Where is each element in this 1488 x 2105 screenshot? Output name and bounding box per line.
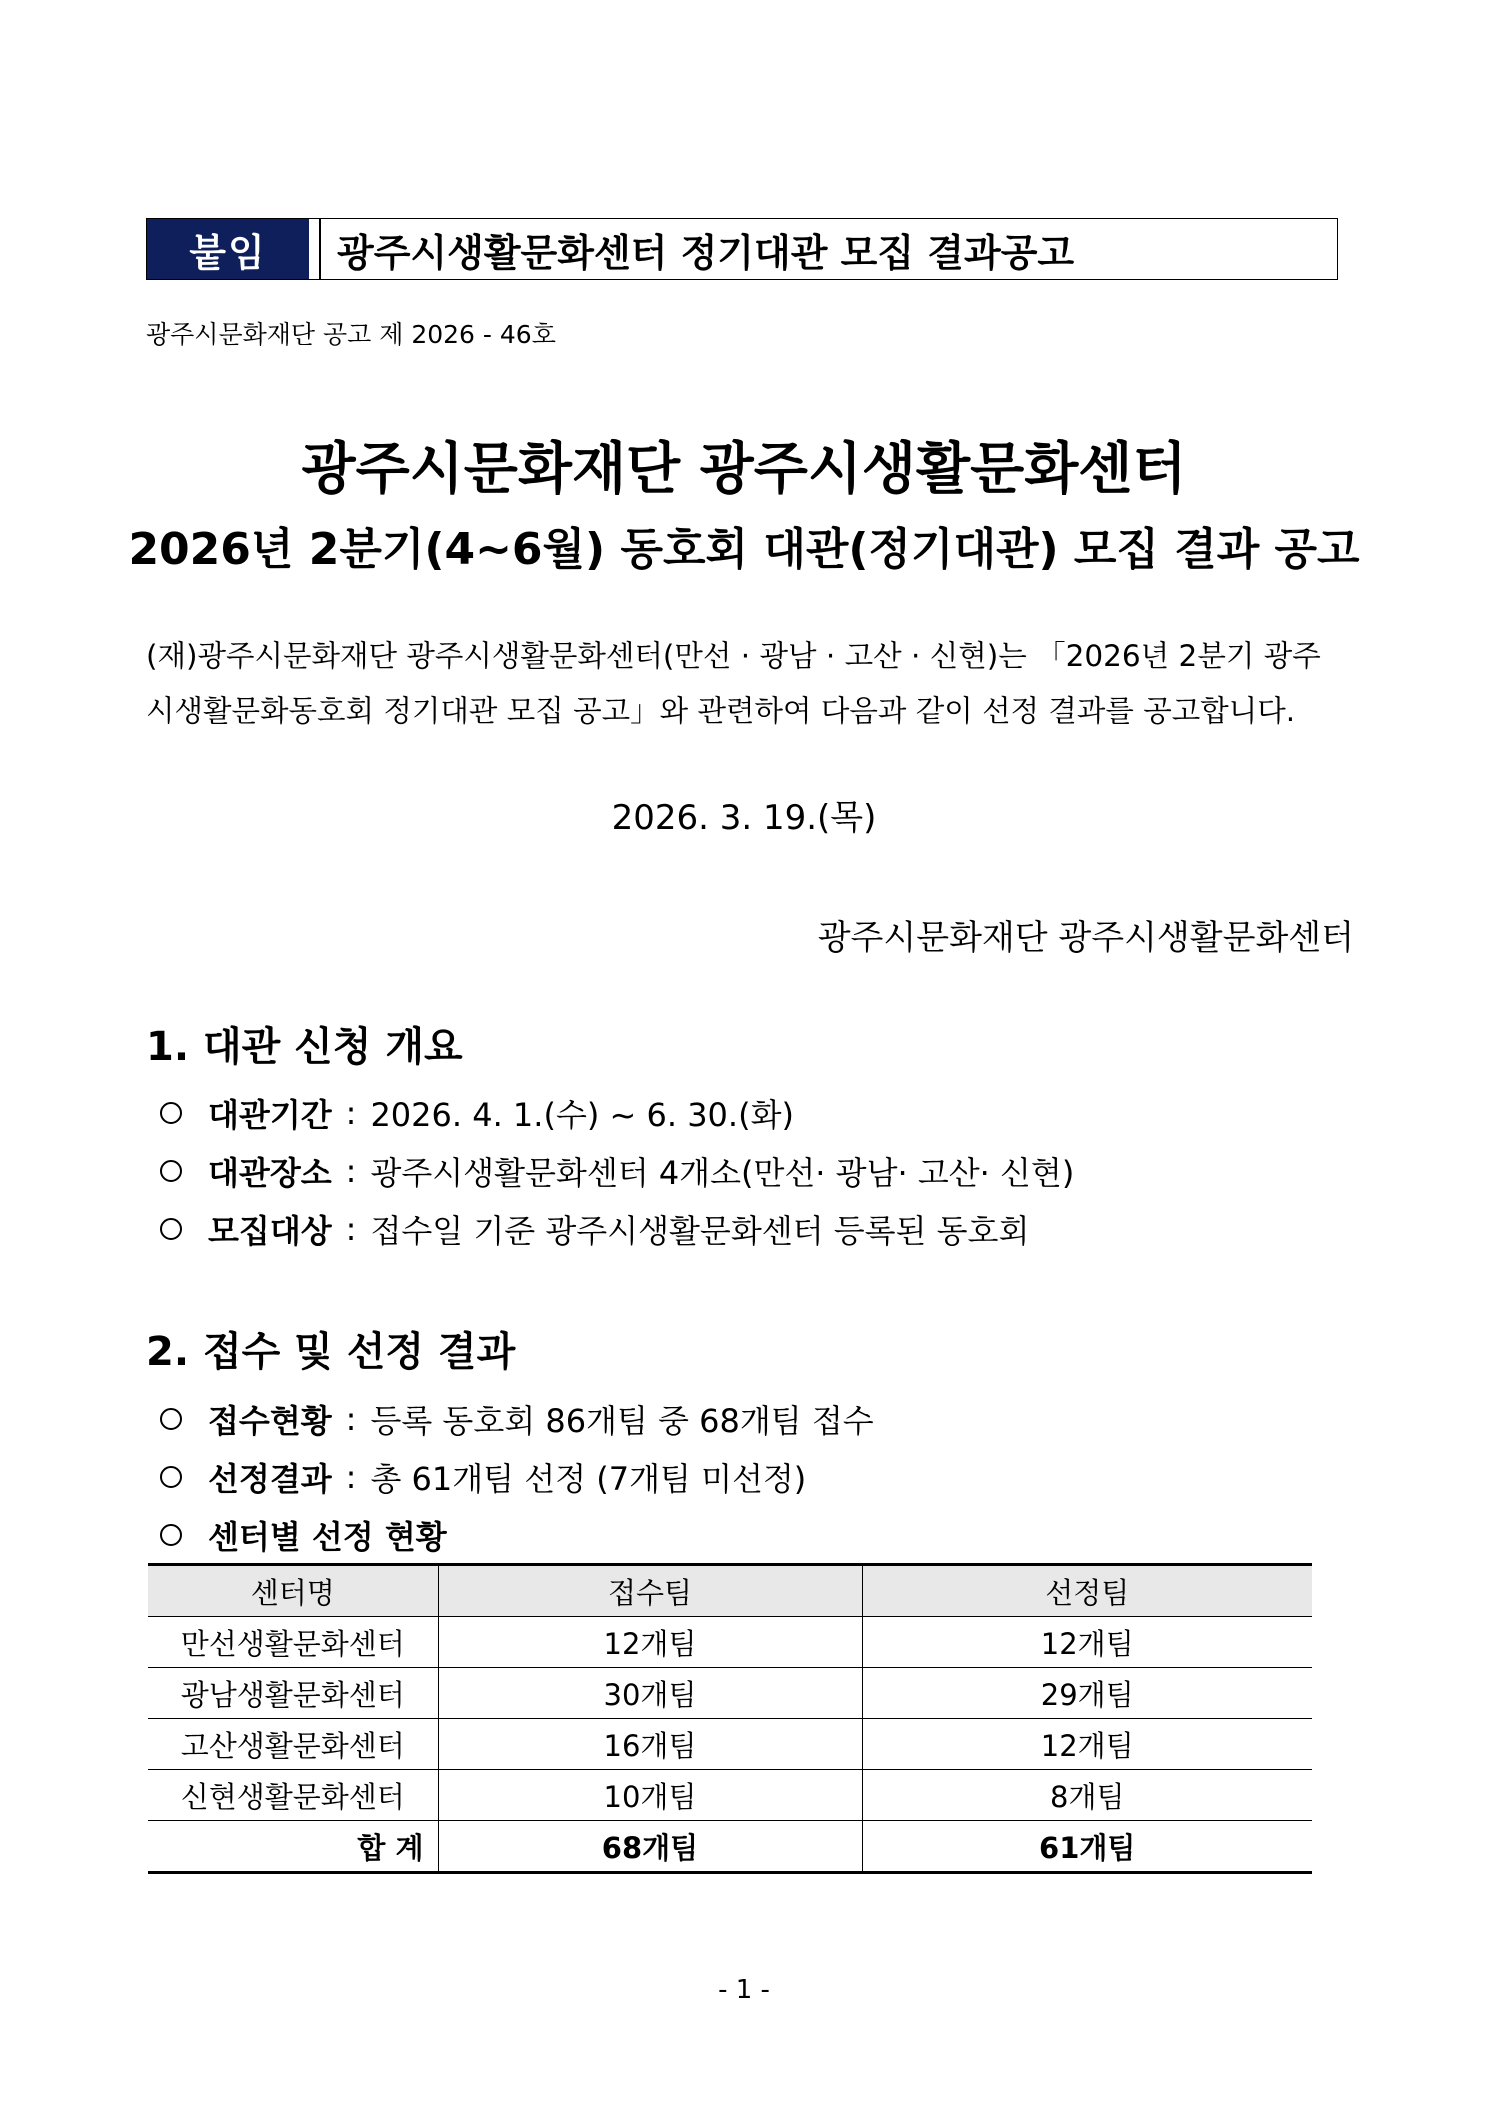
bullet-circle-icon bbox=[160, 1102, 182, 1124]
recruitment-target-item bbox=[160, 1206, 1029, 1252]
item-value: 접수일 기준 광주시생활문화센터 등록된 동호회 bbox=[370, 1212, 1030, 1250]
selected-cell: 12개팀 bbox=[862, 1719, 1312, 1770]
notice-number: 광주시문화재단 공고 제 2026 - 46호 bbox=[146, 320, 556, 349]
item-value: 광주시생활문화센터 4개소(만선· 광남· 고산· 신현) bbox=[370, 1154, 1075, 1192]
table-row bbox=[148, 1617, 1312, 1668]
center-name-cell: 고산생활문화센터 bbox=[148, 1719, 438, 1770]
bullet-circle-icon bbox=[160, 1408, 182, 1430]
center-name-cell: 광남생활문화센터 bbox=[148, 1668, 438, 1719]
bullet-circle-icon bbox=[160, 1524, 182, 1546]
total-selected-cell: 61개팀 bbox=[862, 1821, 1312, 1873]
table-row bbox=[148, 1668, 1312, 1719]
column-header: 센터명 bbox=[148, 1565, 438, 1617]
item-label: 접수현황 bbox=[208, 1402, 332, 1440]
item-colon: : bbox=[345, 1152, 357, 1190]
applied-cell: 16개팀 bbox=[438, 1719, 862, 1770]
item-label: 대관기간 bbox=[208, 1096, 332, 1134]
bullet-circle-icon bbox=[160, 1466, 182, 1488]
intro-line1: (재)광주시문화재단 광주시생활문화센터(만선 · 광남 · 고산 · 신현)는 「2026년 2분기 광주 bbox=[146, 639, 1321, 673]
selection-table bbox=[148, 1563, 1312, 1874]
table-row bbox=[148, 1770, 1312, 1821]
applied-cell: 30개팀 bbox=[438, 1668, 862, 1719]
attachment-title: 광주시생활문화센터 정기대관 모집 결과공고 bbox=[337, 230, 1075, 275]
intro-line2: 시생활문화동호회 정기대관 모집 공고」와 관련하여 다음과 같이 선정 결과를 공고합니다. bbox=[146, 694, 1296, 728]
bullet-circle-icon bbox=[160, 1160, 182, 1182]
page-number: - 1 - bbox=[718, 1975, 770, 2005]
rental-location-item bbox=[160, 1148, 1074, 1194]
item-value: 2026. 4. 1.(수) ~ 6. 30.(화) bbox=[370, 1096, 794, 1134]
item-label: 선정결과 bbox=[208, 1460, 332, 1498]
issuing-organization: 광주시문화재단 광주시생활문화센터 bbox=[817, 918, 1354, 958]
announcement-date: 2026. 3. 19.(목) bbox=[611, 798, 877, 838]
bullet-circle-icon bbox=[160, 1218, 182, 1240]
attachment-header bbox=[146, 218, 1338, 280]
applied-cell: 10개팀 bbox=[438, 1770, 862, 1821]
section1-heading: 1. 대관 신청 개요 bbox=[146, 1024, 463, 1070]
item-colon: : bbox=[345, 1400, 357, 1438]
item-label: 모집대상 bbox=[208, 1212, 332, 1250]
selected-cell: 12개팀 bbox=[862, 1617, 1312, 1668]
center-name-cell: 만선생활문화센터 bbox=[148, 1617, 438, 1668]
document-title-line2: 2026년 2분기(4~6월) 동호회 대관(정기대관) 모집 결과 공고 bbox=[128, 524, 1360, 575]
selected-cell: 8개팀 bbox=[862, 1770, 1312, 1821]
attachment-divider bbox=[319, 219, 321, 279]
item-value: 등록 동호회 86개팀 중 68개팀 접수 bbox=[370, 1402, 874, 1440]
column-header: 접수팀 bbox=[438, 1565, 862, 1617]
attachment-tag: 붙임 bbox=[147, 219, 309, 279]
applied-cell: 12개팀 bbox=[438, 1617, 862, 1668]
item-label: 대관장소 bbox=[208, 1154, 332, 1192]
selection-result-item bbox=[160, 1454, 806, 1500]
table-header-row bbox=[148, 1565, 1312, 1617]
item-colon: : bbox=[345, 1458, 357, 1496]
document-title-line1: 광주시문화재단 광주시생활문화센터 bbox=[301, 437, 1187, 502]
total-label-cell: 합 계 bbox=[148, 1821, 438, 1873]
item-colon: : bbox=[345, 1210, 357, 1248]
selected-cell: 29개팀 bbox=[862, 1668, 1312, 1719]
item-label: 센터별 선정 현황 bbox=[208, 1518, 447, 1556]
column-header: 선정팀 bbox=[862, 1565, 1312, 1617]
table-total-row bbox=[148, 1821, 1312, 1873]
center-selection-status-item bbox=[160, 1512, 447, 1558]
item-colon: : bbox=[345, 1094, 357, 1132]
table-row bbox=[148, 1719, 1312, 1770]
center-name-cell: 신현생활문화센터 bbox=[148, 1770, 438, 1821]
section2-heading: 2. 접수 및 선정 결과 bbox=[146, 1329, 516, 1375]
rental-period-item bbox=[160, 1090, 794, 1136]
total-applied-cell: 68개팀 bbox=[438, 1821, 862, 1873]
item-value: 총 61개팀 선정 (7개팀 미선정) bbox=[370, 1460, 807, 1498]
application-status-item bbox=[160, 1396, 874, 1442]
